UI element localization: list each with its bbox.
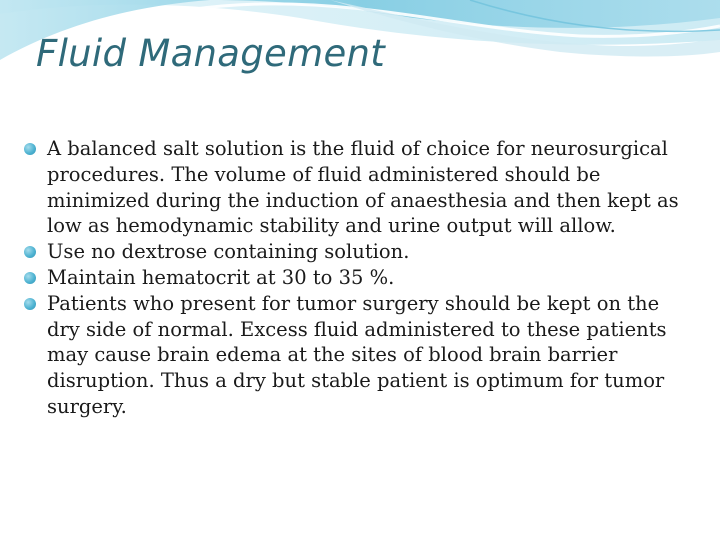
filled-circle-bullet-icon [24,143,36,155]
filled-circle-bullet-icon [24,298,36,310]
bullet-item [24,291,684,420]
filled-circle-bullet-icon [24,272,36,284]
filled-circle-bullet-icon [24,246,36,258]
bullet-text: Maintain hematocrit at 30 to 35 %. [47,265,395,289]
bullet-item [24,136,684,239]
bullet-text: A balanced salt solution is the fluid of choice for neurosurgical procedures. The volume of fluid administered should be minimized during the induction of anaesthesia and then kept as low as hemodynamic stability and urine output will allow. [47,137,679,238]
bullet-text: Use no dextrose containing solution. [47,240,410,264]
slide-title: Fluid Management [36,32,386,75]
bullet-text: Patients who present for tumor surgery should be kept on the dry side of normal. Excess fluid administered to these patients may cause brain edema at the sites of blood brain barrier disruption. Thus a dry but stable patient is optimum for tumor surgery. [47,291,667,418]
bullet-item [24,239,684,265]
bullet-item [24,265,684,291]
bullet-list [24,136,684,420]
